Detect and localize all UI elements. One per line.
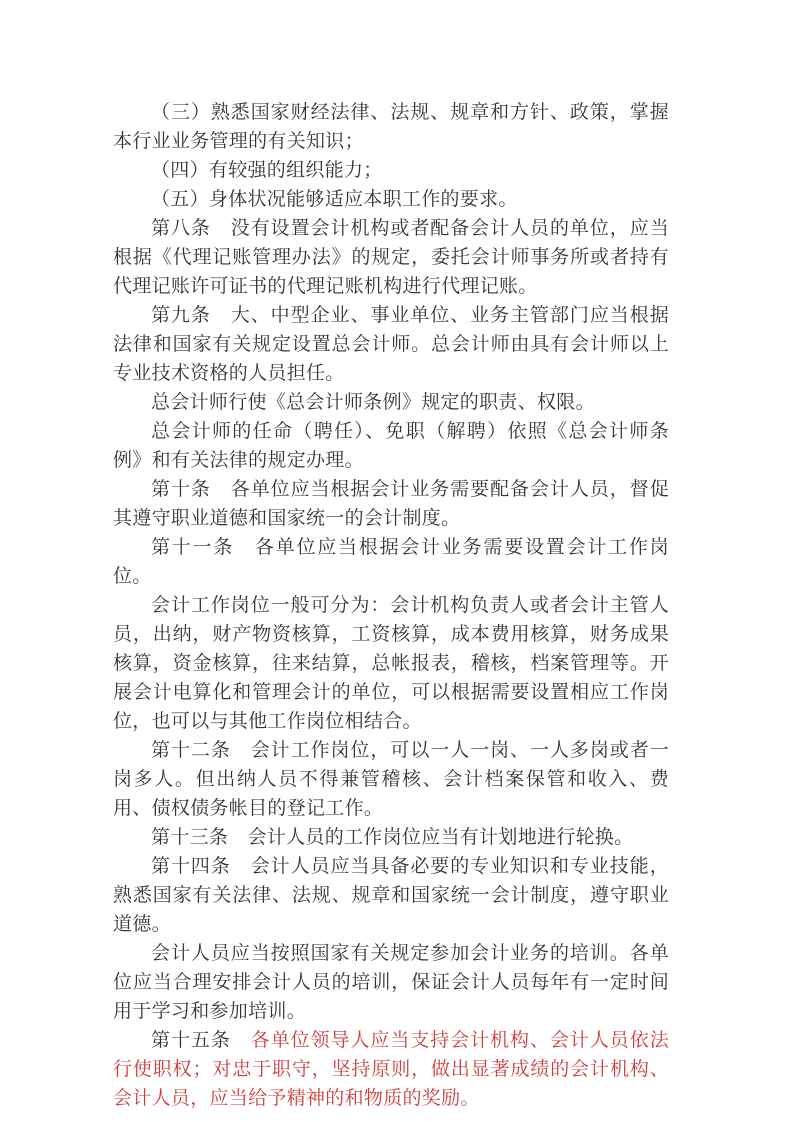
paragraph	[113, 475, 669, 533]
body-text: （三）熟悉国家财经法律、法规、规章和方针、政策，掌握本行业业务管理的有关知识；	[113, 101, 669, 152]
body-text: 第十五条	[151, 1029, 251, 1051]
paragraph	[113, 736, 669, 823]
paragraph	[113, 156, 669, 185]
paragraph	[113, 98, 669, 156]
paragraph	[113, 214, 669, 301]
body-text: 会计工作岗位一般可分为：会计机构负责人或者会计主管人员，出纳，财产物资核算，工资核算，成本费用核算，财务成果核算，资金核算，往来结算，总帐报表，稽核，档案管理等。开展会计电算化和管理会计的单位，可以根据需要设置相应工作岗位，也可以与其他工作岗位相结合。	[113, 594, 669, 732]
body-text: （五）身体状况能够适应本职工作的要求。	[151, 188, 518, 210]
paragraph	[113, 823, 669, 852]
body-text: 第十四条 会计人员应当具备必要的专业知识和专业技能，熟悉国家有关法律、法规、规章和国家统一会计制度，遵守职业道德。	[113, 855, 669, 935]
paragraph	[113, 301, 669, 388]
body-text: 第十一条 各单位应当根据会计业务需要设置会计工作岗位。	[113, 536, 669, 587]
paragraph	[113, 939, 669, 1026]
paragraph	[113, 591, 669, 736]
body-text: 第十二条 会计工作岗位，可以一人一岗、一人多岗或者一岗多人。但出纳人员不得兼管稽核、会计档案保管和收入、费用、债权债务帐目的登记工作。	[113, 739, 669, 819]
body-text: 总会计师的任命（聘任）、免职（解聘）依照《总会计师条例》和有关法律的规定办理。	[113, 420, 669, 471]
body-text: 会计人员应当按照国家有关规定参加会计业务的培训。各单位应当合理安排会计人员的培训，保证会计人员每年有一定时间用于学习和参加培训。	[113, 942, 669, 1022]
body-text: 第八条 没有设置会计机构或者配备会计人员的单位，应当根据《代理记账管理办法》的规定，委托会计师事务所或者持有代理记账许可证书的代理记账机构进行代理记账。	[113, 217, 669, 297]
body-text: 第十三条 会计人员的工作岗位应当有计划地进行轮换。	[151, 826, 634, 848]
paragraph	[113, 852, 669, 939]
body-text: 第九条 大、中型企业、事业单位、业务主管部门应当根据法律和国家有关规定设置总会计师。总会计师由具有会计师以上专业技术资格的人员担任。	[113, 304, 669, 384]
paragraph	[113, 417, 669, 475]
paragraph	[113, 185, 669, 214]
paragraph	[113, 533, 669, 591]
document-body	[113, 98, 669, 1113]
emphasized-red-text: 各单位领导人应当支持会计机构、会计人员依法行使职权；对忠于职守，坚持原则，做出显著成绩的会计机构、会计人员，应当给予精神的和物质的奖励。	[113, 1029, 669, 1109]
body-text: （四）有较强的组织能力；	[151, 159, 383, 181]
paragraph	[113, 388, 669, 417]
paragraph	[113, 1026, 669, 1113]
body-text: 总会计师行使《总会计师条例》规定的职责、权限。	[151, 391, 595, 413]
body-text: 第十条 各单位应当根据会计业务需要配备会计人员，督促其遵守职业道德和国家统一的会计制度。	[113, 478, 669, 529]
